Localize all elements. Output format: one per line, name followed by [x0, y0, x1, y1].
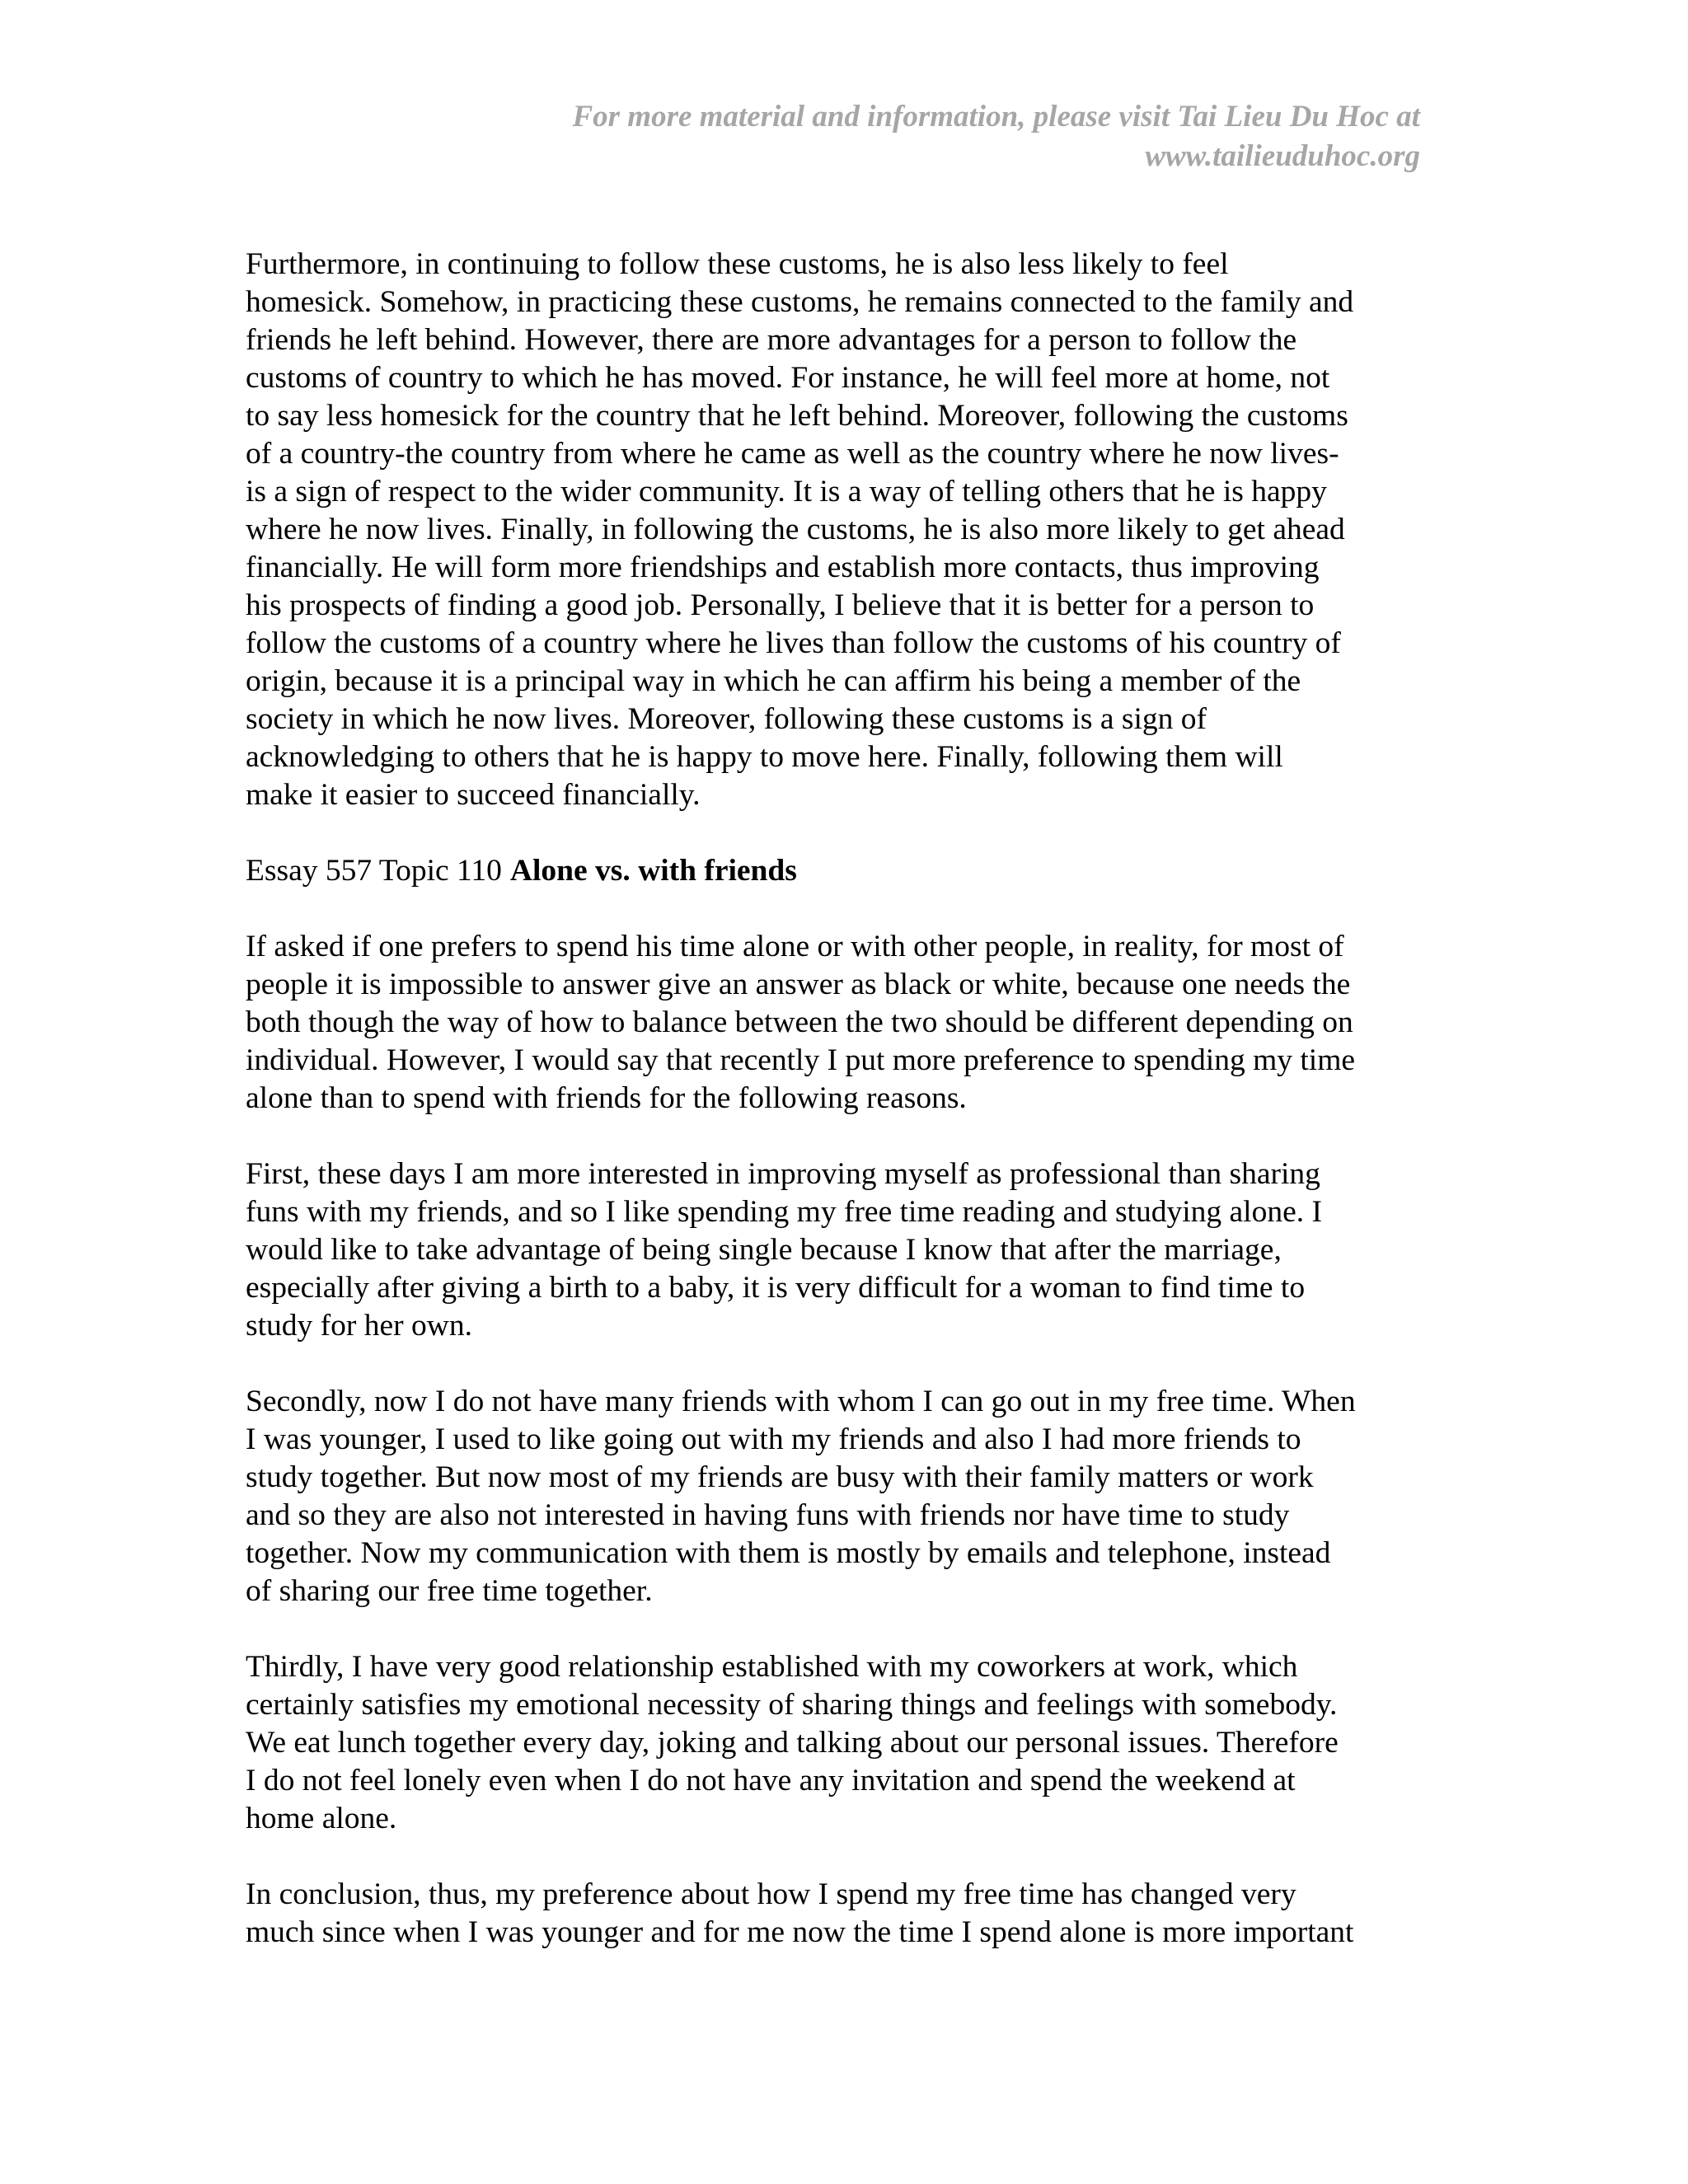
paragraph-line: people it is impossible to answer give an answer as black or white, because one needs the [246, 968, 1351, 1001]
paragraph-line: friends he left behind. However, there are more advantages for a person to follow the [246, 323, 1297, 357]
paragraph-line: alone than to spend with friends for the following reasons. [246, 1081, 967, 1115]
paragraph-second-reason [246, 1383, 1432, 1610]
paragraph-line: society in which he now lives. Moreover, following these customs is a sign of [246, 702, 1207, 736]
paragraph-line: would like to take advantage of being single because I know that after the marriage, [246, 1233, 1282, 1267]
essay-heading [246, 852, 1432, 890]
paragraph-line: homesick. Somehow, in practicing these customs, he remains connected to the family and [246, 285, 1354, 319]
header-line-2: www.tailieuduhoc.org [1145, 139, 1420, 173]
paragraph-line: customs of country to which he has moved. For instance, he will feel more at home, not [246, 361, 1330, 395]
paragraph-line: to say less homesick for the country that he left behind. Moreover, following the customs [246, 399, 1348, 433]
paragraph-line: We eat lunch together every day, joking and talking about our personal issues. Therefore [246, 1726, 1339, 1760]
paragraph-line: both though the way of how to balance between the two should be different depending on [246, 1005, 1353, 1039]
paragraph-third-reason [246, 1648, 1432, 1838]
paragraph-line: and so they are also not interested in having funs with friends nor have time to study [246, 1498, 1290, 1532]
essay-label: Essay 557 Topic 110 [246, 854, 502, 888]
essay-title: Alone vs. with friends [509, 854, 797, 888]
paragraph-line: much since when I was younger and for me now the time I spend alone is more important [246, 1915, 1354, 1949]
paragraph-line: First, these days I am more interested in improving myself as professional than sharing [246, 1157, 1320, 1191]
paragraph-line: home alone. [246, 1802, 397, 1835]
paragraph-line: study together. But now most of my friends are busy with their family matters or work [246, 1460, 1314, 1494]
paragraph-line: I was younger, I used to like going out with my friends and also I had more friends to [246, 1422, 1301, 1456]
paragraph-line: If asked if one prefers to spend his time alone or with other people, in reality, for most of [246, 930, 1344, 963]
paragraph-line: funs with my friends, and so I like spending my free time reading and studying alone. I [246, 1195, 1322, 1229]
page-header [349, 97, 1420, 176]
paragraph-line: of a country-the country from where he came as well as the country where he now lives- [246, 437, 1339, 471]
paragraph-line: acknowledging to others that he is happy to move here. Finally, following them will [246, 740, 1283, 774]
paragraph-line: I do not feel lonely even when I do not have any invitation and spend the weekend at [246, 1764, 1296, 1797]
paragraph-conclusion [246, 1876, 1432, 1952]
paragraph-intro [246, 928, 1432, 1118]
paragraph-line: origin, because it is a principal way in which he can affirm his being a member of the [246, 664, 1301, 698]
paragraph-line: especially after giving a birth to a baby, it is very difficult for a woman to find time to [246, 1271, 1306, 1305]
paragraph-line: In conclusion, thus, my preference about how I spend my free time has changed very [246, 1877, 1296, 1911]
paragraph-line: individual. However, I would say that recently I put more preference to spending my time [246, 1043, 1356, 1077]
paragraph-line: where he now lives. Finally, in following the customs, he is also more likely to get ahead [246, 513, 1345, 546]
paragraph-line: certainly satisfies my emotional necessity of sharing things and feelings with somebody. [246, 1688, 1338, 1722]
paragraph-line: study for her own. [246, 1309, 472, 1343]
paragraph-line: Furthermore, in continuing to follow these customs, he is also less likely to feel [246, 247, 1229, 281]
paragraph-customs-conclusion [246, 246, 1432, 814]
paragraph-line: follow the customs of a country where he lives than follow the customs of his country of [246, 626, 1341, 660]
paragraph-line: Thirdly, I have very good relationship established with my coworkers at work, which [246, 1650, 1298, 1684]
paragraph-line: of sharing our free time together. [246, 1574, 653, 1608]
paragraph-line: make it easier to succeed financially. [246, 778, 701, 812]
paragraph-line: Secondly, now I do not have many friends with whom I can go out in my free time. When [246, 1385, 1356, 1418]
header-line-1: For more material and information, please visit Tai Lieu Du Hoc at [572, 100, 1420, 134]
paragraph-line: is a sign of respect to the wider community. It is a way of telling others that he is happy [246, 475, 1327, 509]
paragraph-first-reason [246, 1155, 1432, 1345]
document-body [246, 246, 1432, 1990]
paragraph-line: his prospects of finding a good job. Personally, I believe that it is better for a person to [246, 588, 1315, 622]
paragraph-line: together. Now my communication with them is mostly by emails and telephone, instead [246, 1536, 1331, 1570]
paragraph-line: financially. He will form more friendships and establish more contacts, thus improving [246, 551, 1320, 584]
